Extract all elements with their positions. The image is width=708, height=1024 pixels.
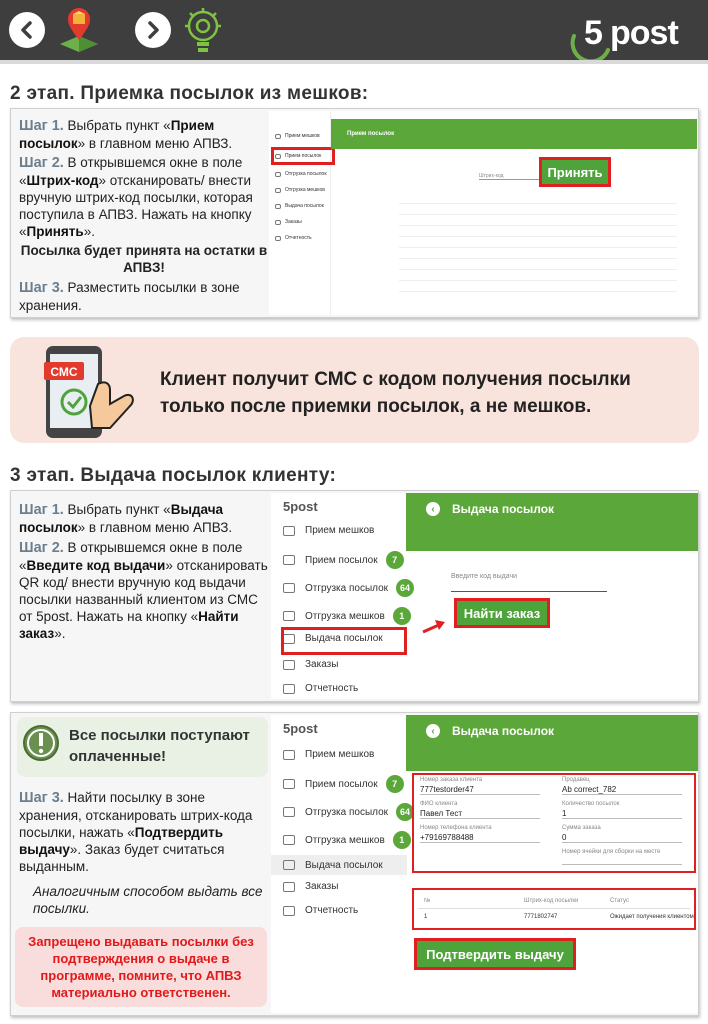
menu-item[interactable]: Прием посылок 7 — [271, 551, 404, 569]
chevron-left-icon — [17, 20, 37, 40]
menu-item[interactable]: Отчетность — [269, 235, 312, 241]
menu-item[interactable]: Заказы — [271, 881, 338, 892]
menu-item[interactable]: Отгрузка мешков 1 — [271, 831, 411, 849]
table-header: Штрих-код посылки — [524, 898, 579, 904]
warning-box: Запрещено выдавать посылки без подтверждения о выдаче в программе, помните, что АПВЗ материально ответственен. — [15, 927, 267, 1007]
back-button[interactable] — [9, 12, 45, 48]
menu-item[interactable]: Заказы — [271, 659, 338, 670]
mockup-header: Прием посылок — [331, 119, 697, 149]
sms-label: СМС — [50, 365, 78, 379]
table-header: № — [424, 898, 431, 904]
menu-item-issue[interactable]: Выдача посылок — [271, 855, 407, 875]
order-details-box: Номер заказа клиента 777testorder47 ФИО клиента Павел Тест Номер телефона клиента +79169788488 Продавец Ab correct_782 Количество посылок 1 Сумма заказа 0 Номер ячейки для сборки на месте — [412, 773, 696, 873]
parcel-location-icon[interactable] — [56, 6, 102, 56]
menu-item[interactable]: Выдача посылок — [269, 203, 324, 209]
parcel-table-box — [412, 888, 696, 930]
table-cell: 1 — [424, 914, 428, 920]
code-input[interactable] — [451, 591, 607, 592]
issue-screen-mockup — [271, 493, 698, 699]
exclamation-icon — [21, 723, 61, 763]
stage3-step1: Шаг 1. Выбрать пункт «Выдача посылок» в главном меню АПВЗ. — [19, 502, 233, 535]
menu-item[interactable]: Отчетность — [271, 683, 358, 694]
stage2-step2: Шаг 2. В открывшемся окне в поле «Штрих-код» отсканировать/ внести вручную штрих-код посылки, которая поступила в АПВЗ. Нажать на кнопку «Принять». — [19, 155, 253, 239]
menu-item[interactable]: Прием мешков — [269, 133, 320, 139]
mockup-logo: 5post — [283, 499, 318, 514]
highlight-menu — [281, 627, 407, 655]
client-name-field: Павел Тест — [420, 809, 540, 819]
mockup-sidebar — [269, 111, 331, 315]
mockup-header: ‹ Выдача посылок — [406, 715, 698, 747]
parcel-count-field: 1 — [562, 809, 682, 819]
table-header: Статус — [610, 898, 629, 904]
back-arrow-icon[interactable]: ‹ — [426, 502, 440, 516]
menu-item[interactable]: Отчетность — [271, 905, 358, 916]
menu-item[interactable]: Заказы — [269, 219, 302, 225]
code-label: Введите код выдачи — [451, 573, 518, 580]
stage3-heading: 3 этап. Выдача посылок клиенту: — [10, 465, 337, 486]
stage3-step2: Шаг 2. В открывшемся окне в поле «Введите код выдачи» отсканировать QR код/ внести вручную код выдачи посылки названный клиентом из СМС от 5post. Нажать на кнопку «Найти заказ». — [19, 540, 268, 641]
menu-item[interactable]: Отгрузка посылок 64 — [271, 579, 414, 597]
menu-item[interactable]: Отгрузка посылок 64 — [271, 803, 414, 821]
client-phone-field: +79169788488 — [420, 833, 540, 843]
stage2-panel — [10, 108, 699, 318]
table-cell: 7771802747 — [524, 914, 558, 920]
paid-note-text: Все посылки поступают оплаченные! — [69, 727, 250, 765]
paid-note — [17, 717, 268, 777]
menu-item[interactable]: Отгрузка мешков — [269, 187, 325, 193]
menu-item[interactable]: Прием посылок 7 — [271, 775, 404, 793]
confirm-screen-mockup — [271, 715, 698, 1013]
confirm-issue-button[interactable]: Подтвердить выдачу — [414, 938, 576, 970]
forward-button[interactable] — [135, 12, 171, 48]
mockup-logo: 5post — [283, 721, 318, 736]
similar-note: Аналогичным способом выдать все посылки. — [33, 884, 263, 916]
cell-number-field[interactable] — [562, 857, 682, 865]
barcode-input[interactable]: Штрих-код — [479, 173, 539, 180]
stage2-step3: Шаг 3. Разместить посылки в зоне хранения. — [19, 280, 240, 313]
back-arrow-icon[interactable]: ‹ — [426, 724, 440, 738]
lightbulb-gear-icon[interactable] — [180, 6, 226, 56]
stage2-heading: 2 этап. Приемка посылок из мешков: — [10, 83, 369, 104]
table-cell: Ожидает получения клиентом — [610, 914, 694, 920]
stage2-step1: Шаг 1. Выбрать пункт «Прием посылок» в главном меню АПВЗ. — [19, 118, 233, 151]
find-order-button[interactable]: Найти заказ — [454, 598, 550, 628]
accept-button[interactable]: Принять — [539, 157, 611, 187]
stage3b-panel — [10, 712, 699, 1016]
mockup-header: ‹ Выдача посылок — [406, 493, 698, 525]
sms-callout-text: Клиент получит СМС с кодом получения посылки только после приемки посылок, а не мешков. — [160, 369, 631, 417]
menu-item[interactable]: Прием мешков — [271, 749, 374, 760]
seller-field: Ab correct_782 — [562, 785, 682, 795]
arrow-right-icon — [421, 618, 447, 636]
menu-item[interactable]: Отгрузка посылок — [269, 171, 327, 177]
menu-item-parcel-accept[interactable]: Прием посылок — [269, 153, 321, 159]
top-bar — [0, 0, 708, 64]
stage2-accepted-note: Посылка будет принята на остатки в АПВЗ! — [20, 243, 268, 275]
stage3-step3: Шаг 3. Найти посылку в зоне хранения, отсканировать штрих-кода посылки, нажать «Подтвердить выдачу». Заказ будет считаться выданным. — [19, 790, 253, 874]
highlight-menu — [271, 147, 335, 165]
chevron-right-icon — [143, 20, 163, 40]
phone-sms-icon — [40, 344, 140, 440]
logo-word: post — [610, 14, 678, 52]
logo-number: 5 — [584, 14, 603, 52]
menu-item[interactable]: Прием мешков — [271, 525, 374, 536]
order-sum-field: 0 — [562, 833, 682, 843]
accept-screen-mockup — [269, 111, 697, 315]
menu-item[interactable]: Отгрузка мешков 1 — [271, 607, 411, 625]
menu-item-issue[interactable]: Выдача посылок — [271, 633, 383, 644]
order-number-field: 777testorder47 — [420, 785, 540, 795]
stage3-panel — [10, 490, 699, 702]
brand-logo — [570, 12, 680, 56]
